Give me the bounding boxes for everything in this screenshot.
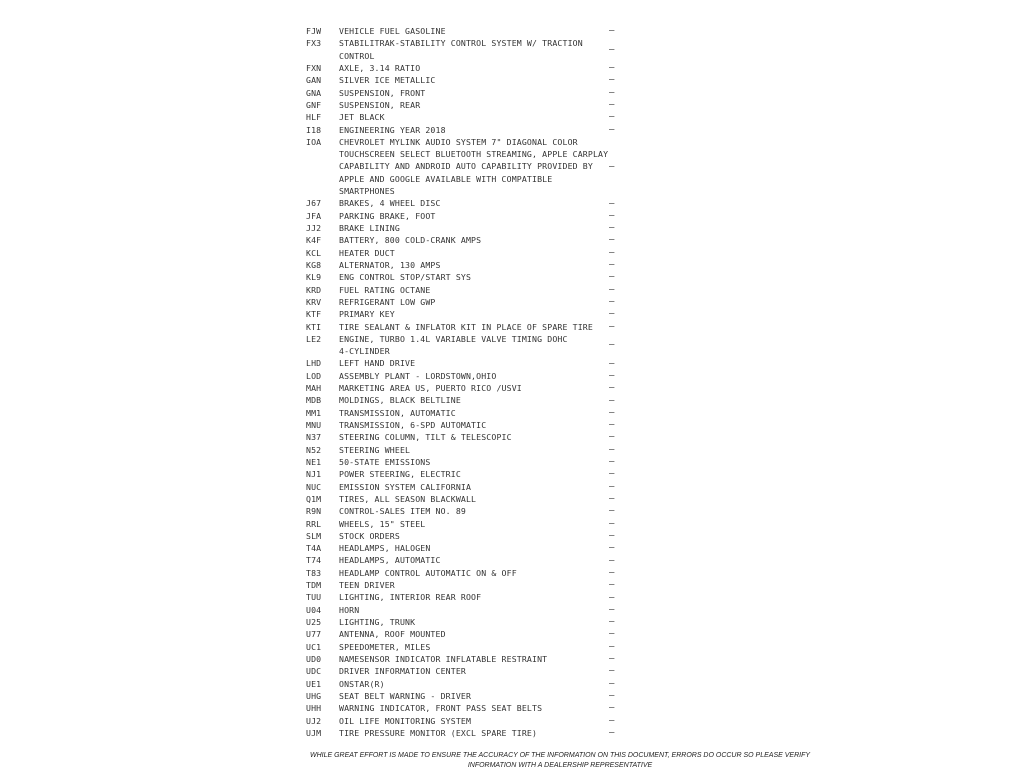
option-description: DRIVER INFORMATION CENTER [339,666,466,677]
option-description: TIRES, ALL SEASON BLACKWALL [339,493,477,504]
option-row [0,197,1024,209]
option-price: — [609,691,615,702]
option-row [0,271,1024,283]
option-price: — [609,321,615,332]
option-description: ENGINE, TURBO 1.4L VARIABLE VALVE TIMING DOHC 4-CYLINDER [339,333,568,357]
option-price: — [609,641,615,652]
option-row [0,444,1024,456]
option-code: TDM [306,580,322,591]
option-row [0,247,1024,259]
option-row [0,518,1024,530]
option-price: — [609,407,615,418]
option-description: POWER STEERING, ELECTRIC [339,469,461,480]
option-row [0,530,1024,542]
option-code: LOD [306,370,322,381]
option-code: UE1 [306,678,322,689]
option-code: IOA [306,136,322,147]
option-code: MNU [306,420,322,430]
option-price: — [609,506,615,517]
option-price: — [609,604,615,615]
option-code: UHH [306,703,322,714]
option-row [0,481,1024,493]
option-description: MARKETING AREA US, PUERTO RICO /USVI [339,383,522,394]
option-code: FJW [306,26,322,36]
option-description: ALTERNATOR, 130 AMPS [339,259,441,270]
option-description: REFRIGERANT LOW GWP [339,296,436,307]
option-description: PARKING BRAKE, FOOT [339,210,436,221]
option-price: — [609,494,615,505]
option-code: LE2 [306,333,322,344]
option-row [0,456,1024,468]
option-description: STABILITRAK-STABILITY CONTROL SYSTEM W/ TRACTION CONTROL [339,38,583,61]
option-row [0,407,1024,419]
option-code: RRL [306,518,322,529]
option-price: — [609,87,615,98]
option-price: — [609,703,615,714]
option-description: ENG CONTROL STOP/START SYS [339,272,472,283]
option-code: MDB [306,395,322,406]
option-code: T4A [306,543,322,554]
option-code: MM1 [306,407,322,418]
option-price: — [609,100,615,111]
option-description: MOLDINGS, BLACK BELTLINE [339,395,461,406]
option-description: TRANSMISSION, 6-SPD AUTOMATIC [339,420,487,430]
option-description: SILVER ICE METALLIC [339,75,436,86]
option-row [0,357,1024,369]
option-row [0,210,1024,222]
option-price: — [609,555,615,566]
option-row [0,702,1024,714]
option-code: KTI [306,321,322,332]
option-price: — [609,666,615,677]
option-price: — [609,272,615,283]
option-row [0,394,1024,406]
option-price: — [609,457,615,468]
option-price: — [609,44,615,55]
option-price: — [609,592,615,603]
option-price: — [609,432,615,443]
option-row [0,542,1024,554]
option-code: T74 [306,555,322,566]
option-row [0,259,1024,271]
option-code: I18 [306,124,322,135]
option-description: ONSTAR(R) [339,678,385,689]
option-row [0,567,1024,579]
option-price: — [609,580,615,591]
option-description: LIGHTING, TRUNK [339,617,416,627]
option-row [0,99,1024,111]
option-row [0,727,1024,739]
option-row [0,308,1024,320]
option-code: GNF [306,99,322,110]
option-price: — [609,26,615,37]
option-code: KCL [306,247,322,258]
option-code: SLM [306,530,322,541]
option-description: ANTENNA, ROOF MOUNTED [339,629,446,640]
option-description: NAMESENSOR INDICATOR INFLATABLE RESTRAINT [339,653,548,664]
option-price: — [609,567,615,578]
option-price: — [609,469,615,480]
option-code: KTF [306,309,322,320]
option-price: — [609,112,615,123]
option-code: UC1 [306,641,322,652]
option-price: — [609,340,615,351]
option-code: UJ2 [306,715,322,726]
option-code: MAH [306,383,322,394]
option-price: — [609,481,615,492]
option-description: STOCK ORDERS [339,530,400,541]
option-description: HORN [339,604,360,615]
option-code: JJ2 [306,223,322,233]
option-price: — [609,284,615,295]
option-description: ASSEMBLY PLANT - LORDSTOWN,OHIO [339,370,497,381]
option-description: LIGHTING, INTERIOR REAR ROOF [339,592,482,603]
option-row [0,715,1024,727]
option-row [0,124,1024,136]
option-row [0,554,1024,566]
option-code: JFA [306,210,322,221]
disclaimer-footer: WHILE GREAT EFFORT IS MADE TO ENSURE THE ACCURACY OF THE INFORMATION ON THIS DOCUMENT, ERRORS DO OCCUR SO PLEASE VERIFY INFORMATION WITH A DEALERSHIP REPRESENTATIVE [309,752,811,769]
option-code: T83 [306,567,322,578]
option-code: U04 [306,604,322,615]
option-row [0,37,1024,62]
option-code: KG8 [306,259,322,270]
option-description: AXLE, 3.14 RATIO [339,62,421,73]
option-description: FUEL RATING OCTANE [339,284,431,295]
option-description: TIRE PRESSURE MONITOR (EXCL SPARE TIRE) [339,727,538,738]
option-description: ENGINEERING YEAR 2018 [339,124,446,135]
option-price: — [609,210,615,221]
option-description: BRAKE LINING [339,223,400,233]
option-row [0,419,1024,431]
option-code: KRV [306,296,322,307]
option-row [0,284,1024,296]
option-price: — [609,530,615,541]
option-row [0,616,1024,628]
option-row [0,579,1024,591]
option-row [0,665,1024,677]
option-row [0,370,1024,382]
option-row [0,87,1024,99]
option-code: UJM [306,727,322,738]
option-row [0,653,1024,665]
option-row [0,591,1024,603]
option-row [0,25,1024,37]
option-price: — [609,727,615,738]
option-code: Q1M [306,493,322,504]
option-price: — [609,420,615,431]
option-price: — [609,370,615,381]
option-code: N37 [306,432,322,443]
option-description: EMISSION SYSTEM CALIFORNIA [339,481,472,492]
option-price: — [609,444,615,455]
option-row [0,62,1024,74]
option-description: WARNING INDICATOR, FRONT PASS SEAT BELTS [339,703,543,714]
option-description: SPEEDOMETER, MILES [339,641,431,652]
option-description: STEERING WHEEL [339,444,411,455]
option-price: — [609,383,615,394]
option-code: KRD [306,284,322,295]
option-price: — [609,654,615,665]
option-code: NE1 [306,456,322,467]
option-code: UDC [306,666,322,677]
option-row [0,74,1024,86]
option-description: TEEN DRIVER [339,580,395,591]
option-description: BRAKES, 4 WHEEL DISC [339,198,441,209]
option-price: — [609,358,615,369]
option-price: — [609,678,615,689]
option-description: PRIMARY KEY [339,309,395,320]
option-price: — [609,518,615,529]
option-code: TUU [306,592,322,603]
option-description: HEADLAMP CONTROL AUTOMATIC ON & OFF [339,567,517,578]
option-row [0,321,1024,333]
option-code: GAN [306,75,322,86]
option-description: 50-STATE EMISSIONS [339,456,431,467]
option-code: NJ1 [306,469,322,480]
option-price: — [609,198,615,209]
option-row [0,678,1024,690]
option-code: GNA [306,87,322,98]
option-row [0,690,1024,702]
option-code: KL9 [306,272,322,283]
option-description: LEFT HAND DRIVE [339,358,416,369]
option-description: BATTERY, 800 COLD-CRANK AMPS [339,235,482,246]
option-price: — [609,223,615,234]
option-description: STEERING COLUMN, TILT & TELESCOPIC [339,432,512,443]
option-code: K4F [306,235,322,246]
option-row [0,333,1024,358]
option-description: HEADLAMPS, AUTOMATIC [339,555,441,566]
option-price: — [609,124,615,135]
option-row [0,296,1024,308]
option-row [0,505,1024,517]
option-code: J67 [306,198,322,209]
option-price: — [609,715,615,726]
option-price: — [609,247,615,258]
option-price: — [609,617,615,628]
option-code: FX3 [306,38,322,49]
option-description: WHEELS, 15" STEEL [339,518,426,529]
option-price: — [609,63,615,74]
option-code: R9N [306,506,322,517]
option-price: — [609,235,615,246]
option-price: — [609,161,615,172]
option-description: TIRE SEALANT & INFLATOR KIT IN PLACE OF SPARE TIRE [339,321,593,332]
option-code: NUC [306,481,322,492]
option-price: — [609,543,615,554]
option-price: — [609,395,615,406]
option-row [0,604,1024,616]
option-description: TRANSMISSION, AUTOMATIC [339,407,456,418]
option-code: U77 [306,629,322,640]
option-row [0,641,1024,653]
option-price: — [609,309,615,320]
option-code: UD0 [306,653,322,664]
option-description: SEAT BELT WARNING - DRIVER [339,690,472,701]
option-description: SUSPENSION, REAR [339,99,421,110]
option-code: LHD [306,358,322,369]
option-price: — [609,297,615,308]
option-row [0,493,1024,505]
option-description: JET BLACK [339,112,385,123]
option-description: SUSPENSION, FRONT [339,87,426,98]
option-description: CHEVROLET MYLINK AUDIO SYSTEM 7" DIAGONAL COLOR TOUCHSCREEN SELECT BLUETOOTH STREAMING, APPLE CARPLAY CAPABILITY AND ANDROID AUTO CAPABILITY PROVIDED BY APPLE AND GOOGLE AVAILABLE WITH COMPATIBLE SMARTPHONES [339,136,609,197]
option-description: CONTROL-SALES ITEM NO. 89 [339,506,466,517]
option-description: HEADLAMPS, HALOGEN [339,543,431,554]
option-row [0,136,1024,198]
option-code: FXN [306,62,322,73]
option-row [0,222,1024,234]
option-row [0,468,1024,480]
option-row [0,111,1024,123]
option-row [0,234,1024,246]
option-code-list [0,25,1024,739]
option-price: — [609,629,615,640]
option-row [0,628,1024,640]
option-description: HEATER DUCT [339,247,395,258]
option-code: N52 [306,444,322,455]
option-row [0,431,1024,443]
option-price: — [609,75,615,86]
option-price: — [609,260,615,271]
option-row [0,382,1024,394]
option-description: VEHICLE FUEL GASOLINE [339,26,446,36]
option-code: U25 [306,617,322,627]
option-code: UHG [306,690,322,701]
option-description: OIL LIFE MONITORING SYSTEM [339,715,472,726]
option-code: HLF [306,112,322,123]
